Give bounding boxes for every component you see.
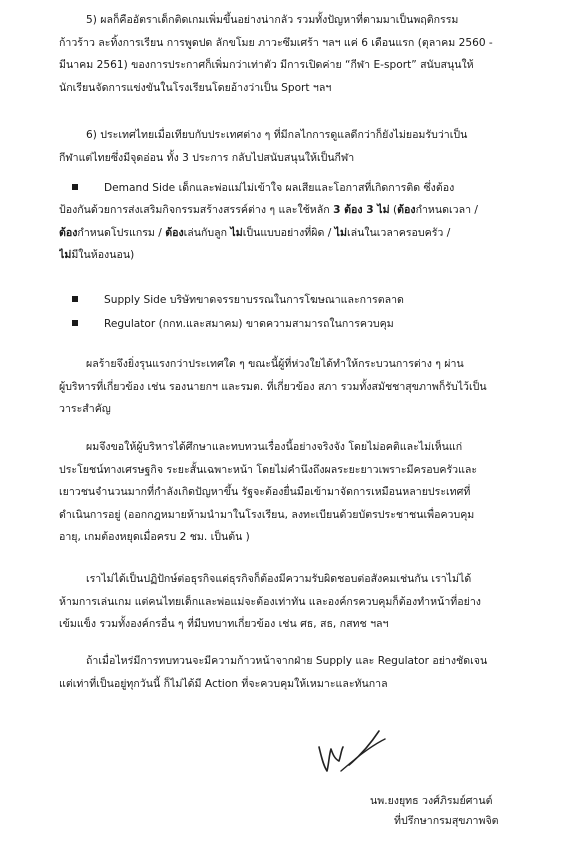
signatory-title: ที่ปรึกษากรมสุขภาพจิต — [394, 815, 499, 827]
paragraph-6-line-1: 6) ประเทศไทยเมื่อเทียบกับประเทศต่าง ๆ ที่มีกลไกการดูแลดีกว่าก็ยังไม่ยอมรับว่าเป็น — [86, 129, 468, 141]
demand-must-1-rest: กำหนดเวลา / — [415, 204, 478, 216]
paragraph-5-line-3: มีนาคม 2561) ของการประกาศก็เพิ่มกว่าเท่าตัว มีการเปิดค่าย “กีฬา E-sport” สนับสนุนให้ — [59, 59, 474, 71]
demand-line2-text: ป้องกันด้วยการส่งเสริมกิจกรรมสร้างสรรค์ต่าง ๆ และใช้หลัก — [59, 204, 330, 216]
paragraph-impact — [59, 353, 543, 421]
paragraph-not-enemy-line-3: เข้มแข็ง รวมทั้งองค์กรอื่น ๆ ที่มีบทบาทเกี่ยวข้อง เช่น ศธ, สธ, กสทช ฯลฯ — [59, 618, 389, 630]
demand-must-2-rest: กำหนดโปรแกรม / — [77, 226, 166, 239]
paragraph-5 — [59, 9, 543, 99]
demand-not-1: ไม่ — [230, 226, 243, 239]
paragraph-closing-line-1: ถ้าเมื่อไหร่มีการทบทวนจะมีความก้าวหน้าจากฝ่าย Supply และ Regulator อย่างชัดเจน — [86, 655, 488, 667]
bullet-demand-line-2 — [59, 199, 543, 222]
demand-must-2: ต้อง — [59, 226, 78, 239]
signatory-name: นพ.ยงยุทธ วงศ์ภิรมย์ศานต์ — [370, 795, 493, 807]
bullet-demand-line-4 — [59, 244, 543, 267]
bullet-supply: Supply Side บริษัทขาดจรรยาบรรณในการโฆษณาและการตลาด — [104, 294, 404, 306]
paragraph-not-enemy-line-2: ห้ามการเล่นเกม แต่คนไทยเด็กและพ่อแม่จะต้องเท่าทัน และองค์กรควบคุมก็ต้องทำหน้าที่อย่าง — [59, 595, 481, 608]
demand-must-3: ต้อง — [165, 226, 184, 239]
paragraph-closing-line-2: แต่เท่าที่เป็นอยู่ทุกวันนี้ ก็ไม่ได้มี Action ที่จะควบคุมให้เหมาะและทันกาล — [59, 677, 388, 690]
bullet-demand-line-3 — [59, 222, 543, 245]
paragraph-impact-line-2: ผู้บริหารที่เกี่ยวข้อง เช่น รองนายกฯ และรมต. ที่เกี่ยวข้อง สภา รวมทั้งสมัชชาสุขภาพก็รับไว้เป็น — [59, 380, 487, 393]
bullet-regulator-icon — [72, 320, 78, 326]
bullet-demand-icon — [72, 184, 78, 190]
bullet-demand-continuation — [59, 199, 543, 267]
demand-not-1-rest: เป็นแบบอย่างที่ผิด / — [242, 226, 335, 239]
paragraph-6 — [59, 124, 543, 169]
paragraph-request-line-1: ผมจึงขอให้ผู้บริหารได้ศึกษาและทบทวนเรื่องนี้อย่างจริงจัง โดยไม่อคติและไม่เห็นแก่ — [86, 441, 463, 453]
paragraph-request-line-5: อายุ, เกมต้องหยุดเมื่อครบ 2 ชม. เป็นต้น ) — [59, 531, 250, 543]
demand-must-1: ต้อง — [397, 204, 416, 216]
demand-not-3: ไม่ — [59, 249, 72, 261]
paragraph-5-line-1: 5) ผลก็คืออัตราเด็กติดเกมเพิ่มขึ้นอย่างน่ากลัว รวมทั้งปัญหาที่ตามมาเป็นพฤติกรรม — [86, 14, 459, 26]
signature-image — [305, 725, 415, 780]
demand-not-2: ไม่ — [334, 226, 347, 239]
paragraph-not-enemy-line-1: เราไม่ได้เป็นปฏิปักษ์ต่อธุรกิจแต่ธุรกิจก็ต้องมีความรับผิดชอบต่อสังคมเช่นกัน เราไม่ได้ — [86, 573, 472, 585]
paragraph-impact-line-3: วาระสำคัญ — [59, 403, 111, 415]
paragraph-not-enemy — [59, 568, 543, 636]
paragraph-5-line-4: นักเรียนจัดการแข่งขันในโรงเรียนโดยอ้างว่าเป็น Sport ฯลฯ — [59, 81, 332, 94]
paragraph-request — [59, 436, 543, 549]
demand-not-3-rest: มีในห้องนอน) — [71, 249, 135, 261]
paragraph-5-line-2: ก้าวร้าว ละทิ้งการเรียน การพูดปด ลักขโมย ภาวะซึมเศร้า ฯลฯ แค่ 6 เดือนแรก (ตุลาคม 2560 - — [59, 36, 493, 49]
bullet-demand-line-1: Demand Side เด็กและพ่อแม่ไม่เข้าใจ ผลเสียและโอกาสที่เกิดการติด ซึ่งต้อง — [104, 182, 455, 194]
demand-open-paren: ( — [389, 204, 398, 216]
bullet-supply-icon — [72, 296, 78, 302]
paragraph-impact-line-1: ผลร้ายจึงยิ่งรุนแรงกว่าประเทศใด ๆ ขณะนี้ผู้ที่ห่วงใยได้ทำให้กระบวนการต่าง ๆ ผ่าน — [86, 358, 464, 370]
demand-rule: 3 ต้อง 3 ไม่ — [333, 204, 390, 216]
bullet-regulator: Regulator (กกท.และสมาคม) ขาดความสามารถในการควบคุม — [104, 318, 394, 330]
paragraph-request-line-2: ประโยชน์ทางเศรษฐกิจ ระยะสั้นเฉพาะหน้า โดยไม่คำนึงถึงผลระยะยาวเพราะมีครอบครัวและ — [59, 463, 478, 476]
demand-must-3-rest: เล่นกับลูก — [183, 226, 231, 239]
demand-not-2-rest: เล่นในเวลาครอบครัว / — [346, 226, 451, 239]
paragraph-request-line-4: ดำเนินการอยู่ (ออกกฎหมายห้ามนำมาในโรงเรียน, ลงทะเบียนด้วยบัตรประชาชนเพื่อควบคุม — [59, 508, 475, 521]
paragraph-6-line-2: กีฬาแต่ไทยซึ่งมีจุดอ่อน ทั้ง 3 ประการ กลับไปสนับสนุนให้เป็นกีฬา — [59, 151, 355, 164]
paragraph-request-line-3: เยาวชนจำนวนมากที่กำลังเกิดปัญหาขึ้น รัฐจะต้องยื่นมือเข้ามาจัดการเหมือนหลายประเทศที่ — [59, 486, 471, 498]
paragraph-closing — [59, 650, 543, 695]
